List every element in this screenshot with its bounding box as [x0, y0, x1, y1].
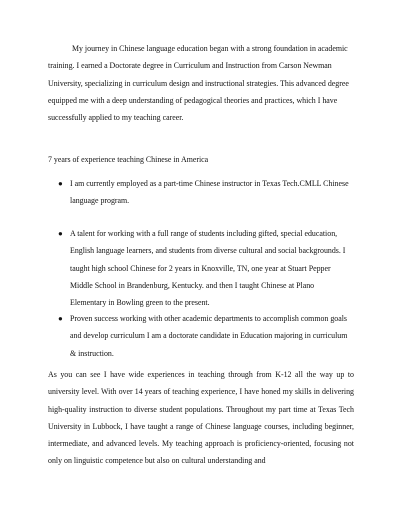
bullet-icon: ●	[58, 179, 63, 188]
bullet-item-collaboration	[58, 310, 350, 362]
intro-paragraph: My journey in Chinese language education began with a strong foundation in academic training. I earned a Doctorate degree in Curriculum and Instruction from Carson Newman University, specializing in curriculum design and instructional strategies. This advanced degree equipped me with a deep understanding of pedagogical theories and practices, which I have successfully applied to my teaching career.	[48, 44, 349, 123]
bullet-item-student-range	[58, 225, 350, 311]
bullet-text: A talent for working with a full range of students including gifted, special education, English language learners, and students from diverse cultural and social backgrounds. I taught high school Chinese for 2 years in Knoxville, TN, one year at Stuart Pepper Middle School in Brandenburg, Kentucky. and then I taught Chinese at Plano Elementary in Bowling green to the present.	[70, 229, 346, 308]
bullet-text: I am currently employed as a part-time Chinese instructor in Texas Tech.CMLL Chinese language program.	[70, 179, 349, 206]
bullet-icon: ●	[58, 314, 63, 323]
bullet-item-current-position	[58, 175, 350, 210]
section-heading: 7 years of experience teaching Chinese in America	[48, 155, 209, 164]
bullet-text: Proven success working with other academic departments to accomplish common goals and develop curriculum I am a doctorate candidate in Education majoring in curriculum & instruction.	[70, 314, 348, 358]
bullet-icon: ●	[58, 229, 63, 238]
closing-paragraph: As you can see I have wide experiences in teaching through from K-12 all the way up to university level. With over 14 years of teaching experience, I have honed my skills in delivering high-quality instruction to diverse student populations. Throughout my part time at Texas Tech University in Lubbock, I have taught a range of Chinese language courses, including beginner, intermediate, and advanced levels. My teaching approach is proficiency-oriented, focusing not only on linguistic competence but also on cultural understanding and	[48, 370, 354, 466]
